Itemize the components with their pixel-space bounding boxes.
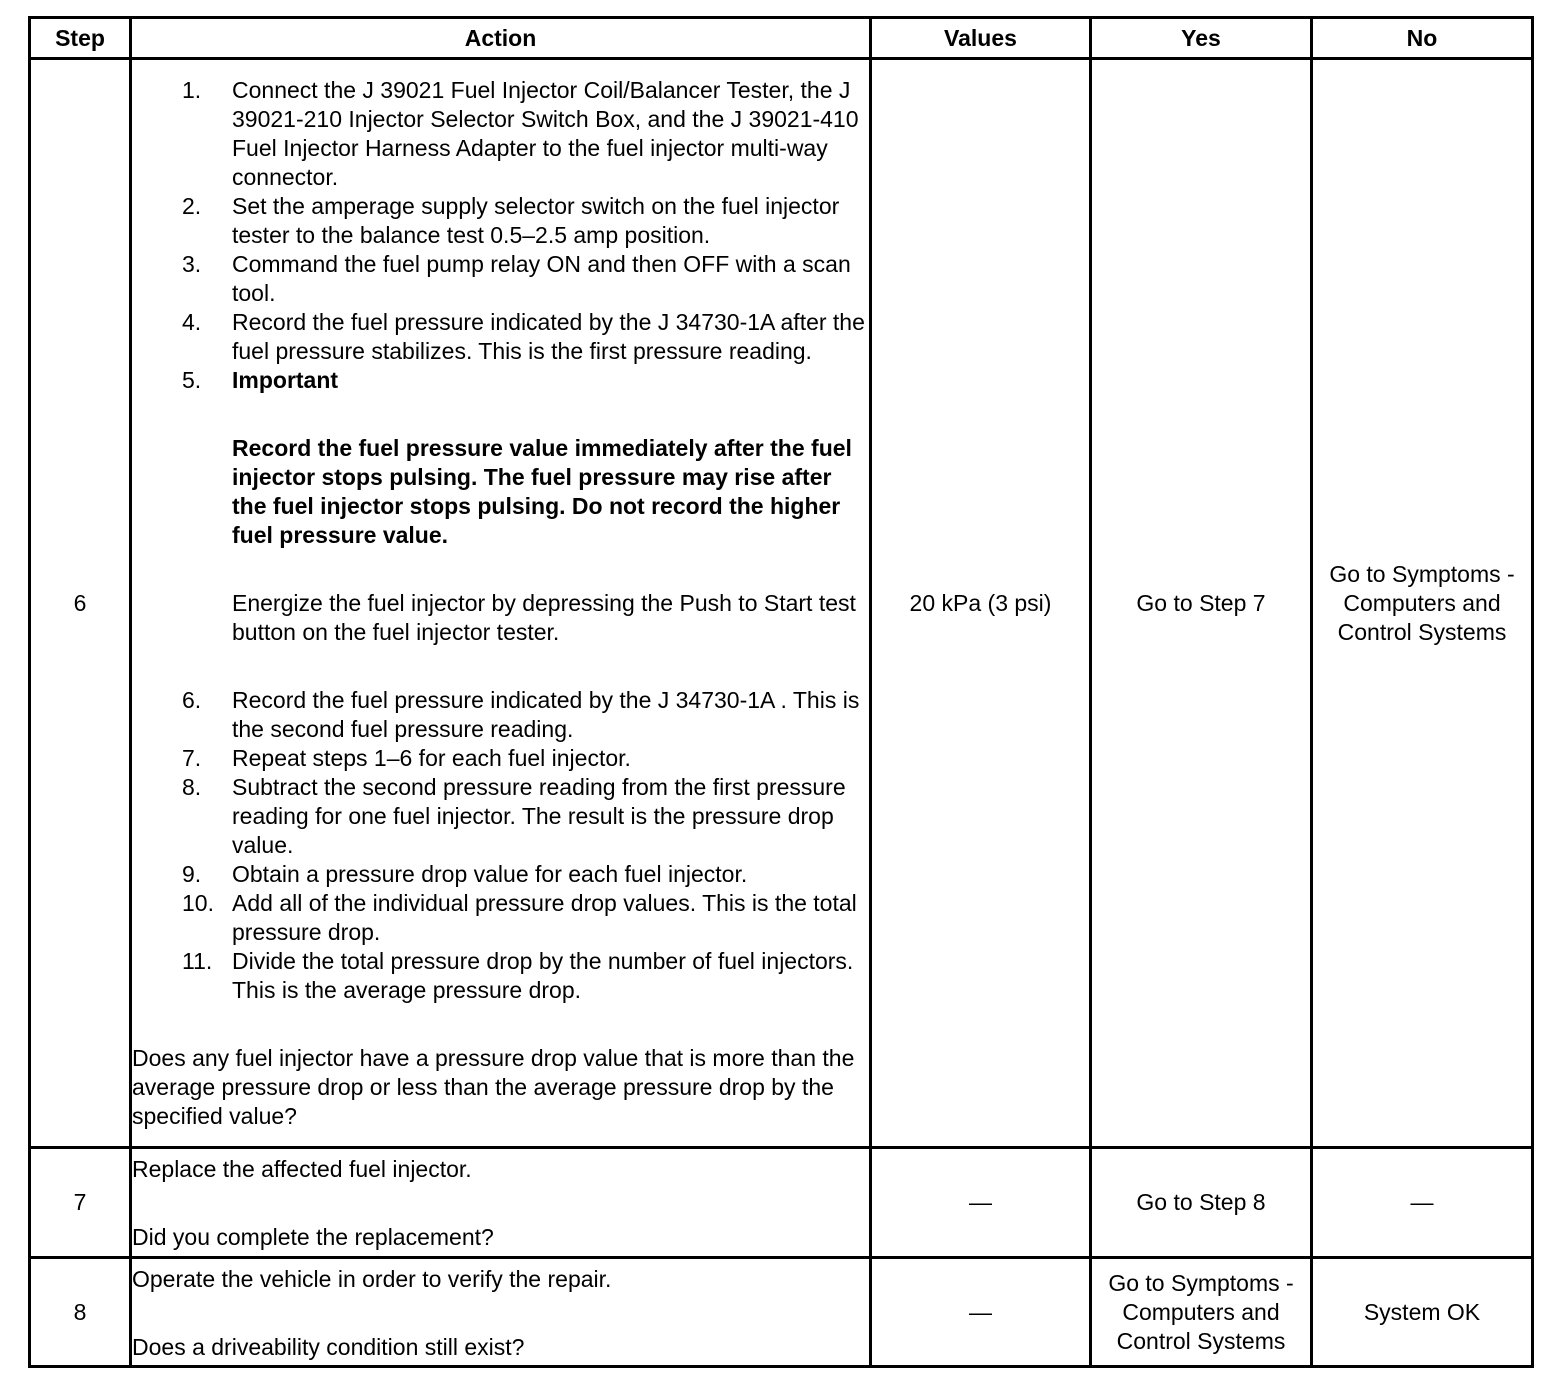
table-row — [30, 1258, 1533, 1367]
list-item — [132, 76, 869, 192]
item-text: Repeat steps 1–6 for each fuel injector. — [232, 744, 631, 771]
item-number: 5. — [182, 366, 202, 393]
step-number: 8 — [30, 1258, 131, 1367]
item-number: 10. — [182, 889, 214, 916]
item-text: Record the fuel pressure indicated by the J 34730-1A . This is the second fuel pressure reading. — [232, 686, 860, 742]
table-row — [30, 59, 1533, 1148]
step-number: 6 — [30, 59, 131, 1148]
item-text: Connect the J 39021 Fuel Injector Coil/Balancer Tester, the J 39021-210 Injector Selector Switch Box, and the J 39021-410 Fuel Injector Harness Adapter to the fuel injector multi-way connector. — [232, 76, 859, 190]
values-cell: — — [871, 1258, 1091, 1367]
values-cell: 20 kPa (3 psi) — [871, 59, 1091, 1148]
list-item — [132, 773, 869, 860]
action-text: Replace the affected fuel injector. — [132, 1156, 472, 1182]
item-number: 3. — [182, 250, 202, 277]
action-cell — [131, 1148, 871, 1258]
item-text: Command the fuel pump relay ON and then OFF with a scan tool. — [232, 250, 851, 306]
item-text: Subtract the second pressure reading from the first pressure reading for one fuel injector. The result is the pressure drop value. — [232, 773, 846, 858]
header-step: Step — [30, 18, 131, 59]
diagnostic-table — [28, 16, 1534, 1368]
item-text: Divide the total pressure drop by the number of fuel injectors. This is the average pressure drop. — [232, 947, 854, 1003]
action-cell — [131, 1258, 871, 1367]
list-item — [132, 889, 869, 947]
item-number: 1. — [182, 76, 202, 103]
important-heading: Important — [232, 366, 339, 393]
item-number: 4. — [182, 308, 202, 335]
list-item-important — [132, 366, 869, 686]
item-number: 6. — [182, 686, 202, 713]
header-yes: Yes — [1091, 18, 1312, 59]
important-instruction: Energize the fuel injector by depressing the Push to Start test button on the fuel injector tester. — [232, 589, 856, 645]
item-text: Add all of the individual pressure drop values. This is the total pressure drop. — [232, 889, 857, 945]
no-cell: System OK — [1312, 1258, 1533, 1367]
action-steps-list — [132, 76, 869, 1005]
item-number: 11. — [182, 947, 213, 974]
header-action: Action — [131, 18, 871, 59]
yes-cell: Go to Step 8 — [1091, 1148, 1312, 1258]
step-number: 7 — [30, 1148, 131, 1258]
header-no: No — [1312, 18, 1533, 59]
yes-cell: Go to Symptoms - Computers and Control Systems — [1091, 1258, 1312, 1367]
header-values: Values — [871, 18, 1091, 59]
item-number: 2. — [182, 192, 202, 219]
list-item — [132, 250, 869, 308]
values-cell: — — [871, 1148, 1091, 1258]
important-note: Record the fuel pressure value immediately after the fuel injector stops pulsing. The fuel pressure may rise after the fuel injector stops pulsing. Do not record the higher fuel pressure value. — [232, 434, 852, 548]
item-number: 8. — [182, 773, 202, 800]
list-item — [132, 860, 869, 889]
item-text: Set the amperage supply selector switch on the fuel injector tester to the balance test 0.5–2.5 amp position. — [232, 192, 840, 248]
item-number: 9. — [182, 860, 202, 887]
action-text: Operate the vehicle in order to verify the repair. — [132, 1265, 612, 1292]
list-item — [132, 947, 869, 1005]
step-question: Does a driveability condition still exist? — [132, 1333, 525, 1360]
item-number: 7. — [182, 744, 202, 771]
yes-cell: Go to Step 7 — [1091, 59, 1312, 1148]
no-cell: Go to Symptoms - Computers and Control Systems — [1312, 59, 1533, 1148]
table-row — [30, 1148, 1533, 1258]
list-item — [132, 192, 869, 250]
action-cell — [131, 59, 871, 1148]
list-item — [132, 744, 869, 773]
list-item — [132, 308, 869, 366]
item-text: Record the fuel pressure indicated by the J 34730-1A after the fuel pressure stabilizes. This is the first pressure reading. — [232, 308, 865, 364]
step-question: Did you complete the replacement? — [132, 1224, 494, 1250]
no-cell: — — [1312, 1148, 1533, 1258]
item-text: Obtain a pressure drop value for each fuel injector. — [232, 860, 748, 887]
step-question: Does any fuel injector have a pressure drop value that is more than the average pressure drop or less than the average pressure drop by the specified value? — [132, 1044, 855, 1129]
list-item — [132, 686, 869, 744]
header-row — [30, 18, 1533, 59]
